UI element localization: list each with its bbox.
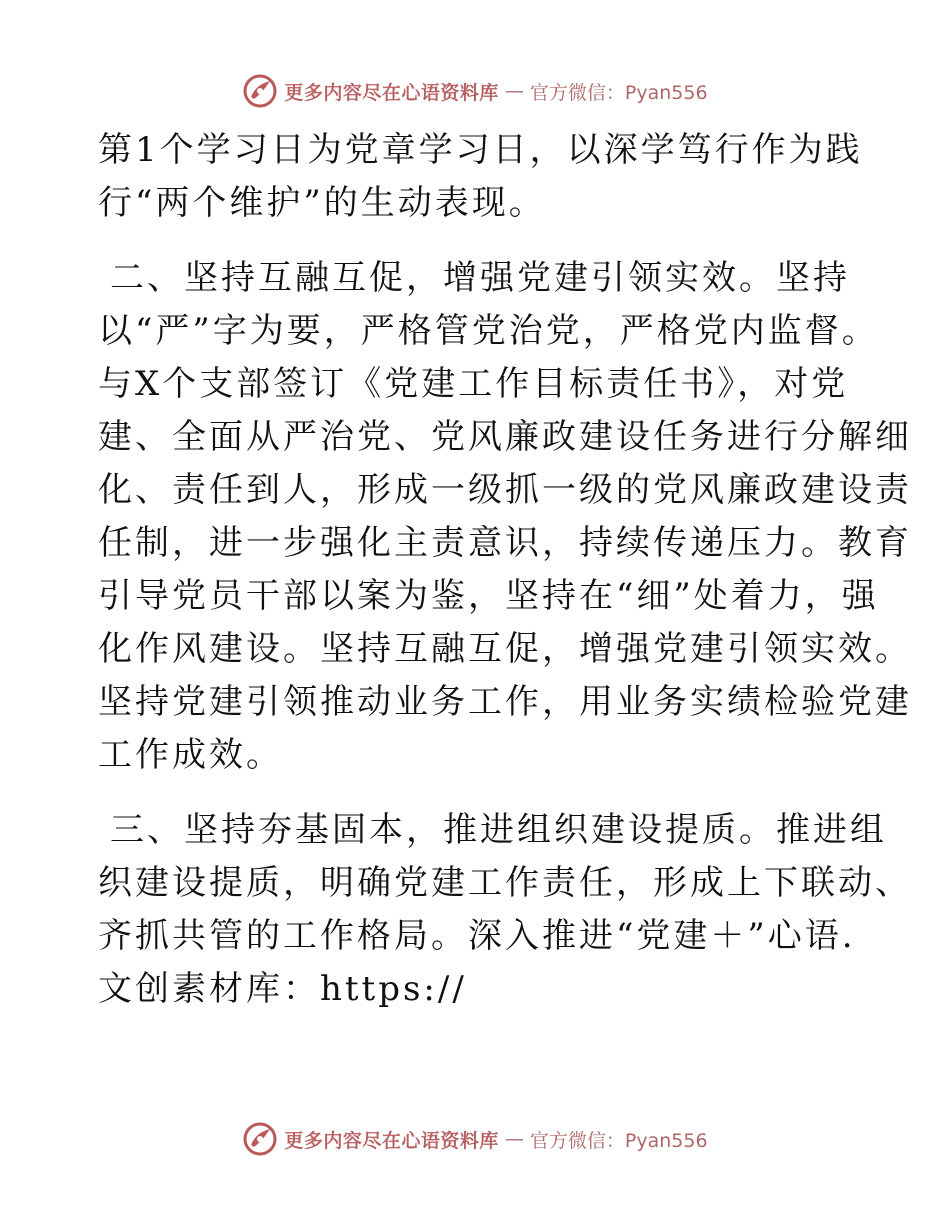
watermark-dash: —	[504, 80, 524, 102]
section-heading-line: 二、坚持互融互促，增强党建引领实效。坚持	[110, 258, 850, 298]
text-line: 建、全面从严治党、党风廉政建设任务进行分解细	[98, 417, 912, 457]
paragraph-2	[98, 252, 912, 782]
document-body	[98, 124, 912, 1016]
text-line: 与X个支部签订《党建工作目标责任书》，对党	[98, 364, 849, 404]
text-line: 行“两个维护”的生动表现。	[98, 183, 546, 223]
text-line: 化作风建设。坚持互融互促，增强党建引领实效。	[98, 629, 912, 669]
watermark-contact: 官方微信：Pyan556	[529, 81, 708, 104]
section-heading-line: 三、坚持夯基固本，推进组织建设提质。推进组	[110, 810, 887, 850]
text-line: 化、责任到人，形成一级抓一级的党风廉政建设责	[98, 470, 912, 510]
text-line: 文创素材库：https://	[98, 969, 467, 1009]
watermark-brand: 更多内容尽在心语资料库	[284, 81, 499, 104]
text-line: 以“严”字为要，严格管党治党，严格党内监督。	[98, 311, 879, 351]
paragraph-1	[98, 124, 863, 230]
text-line: 织建设提质，明确党建工作责任，形成上下联动、	[98, 863, 912, 903]
text-line: 引导党员干部以案为鉴，坚持在“细”处着力，强	[98, 576, 879, 616]
brand-logo-icon	[242, 1121, 278, 1157]
watermark-footer	[0, 1119, 950, 1159]
watermark-header	[0, 71, 950, 111]
watermark-dash: —	[504, 1128, 524, 1150]
watermark-contact: 官方微信：Pyan556	[529, 1129, 708, 1152]
text-line: 任制，进一步强化主责意识，持续传递压力。教育	[98, 523, 912, 563]
text-line: 第1个学习日为党章学习日，以深学笃行作为践	[98, 130, 863, 170]
text-line: 坚持党建引领推动业务工作，用业务实绩检验党建	[98, 682, 912, 722]
paragraph-3	[98, 804, 912, 1016]
text-line: 工作成效。	[98, 735, 283, 775]
brand-logo-icon	[242, 73, 278, 109]
text-line: 齐抓共管的工作格局。深入推进“党建＋”心语.	[98, 916, 856, 956]
watermark-brand: 更多内容尽在心语资料库	[284, 1129, 499, 1152]
